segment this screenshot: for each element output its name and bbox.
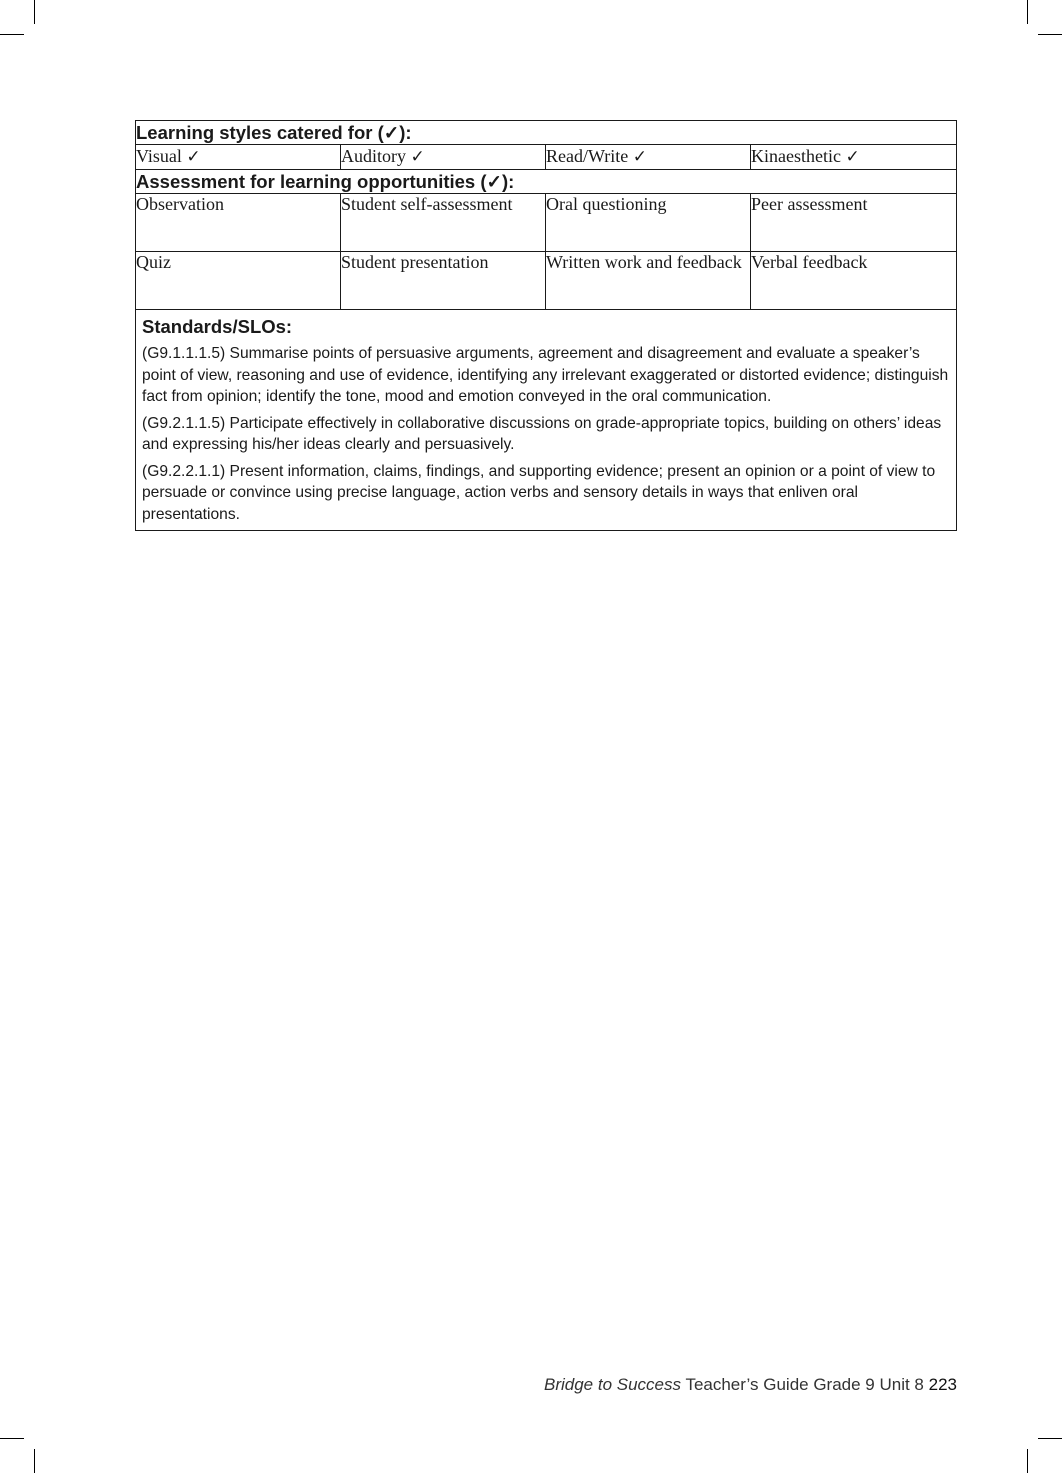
assessment-cell: Student presentation — [341, 252, 546, 310]
check-icon: ✓ — [632, 147, 647, 167]
book-title: Bridge to Success — [544, 1375, 682, 1394]
learning-styles-heading: Learning styles catered for (✓): — [136, 121, 957, 145]
page-number: 223 — [928, 1375, 957, 1394]
assessment-row — [136, 194, 957, 252]
crop-mark — [1027, 1449, 1028, 1473]
assessment-cell: Peer assessment — [751, 194, 957, 252]
assessment-cell: Student self-assessment — [341, 194, 546, 252]
standard-item: (G9.2.1.1.5) Participate effectively in collaborative discussions on grade-appropriate topics, building on others’ ideas and expressing his/her ideas clearly and persuasively. — [142, 414, 942, 453]
style-read-write — [546, 145, 751, 170]
style-label: Auditory — [341, 146, 406, 166]
crop-mark — [1027, 0, 1028, 24]
crop-mark — [34, 0, 35, 24]
assessment-cell: Observation — [136, 194, 341, 252]
style-kinaesthetic — [751, 145, 957, 170]
page-footer — [544, 1375, 957, 1395]
crop-mark — [0, 34, 24, 35]
style-visual — [136, 145, 341, 170]
standard-item: (G9.1.1.1.5) Summarise points of persuasive arguments, agreement and disagreement and evaluate a speaker’s point of view, reasoning and use of evidence, identifying any irrelevant exaggerated or distorted evidence; distinguish fact from opinion; identify the tone, mood and emotion conveyed in the oral communication. — [142, 345, 949, 405]
check-icon: ✓ — [186, 147, 201, 167]
crop-mark — [1038, 34, 1062, 35]
learning-styles-row — [136, 145, 957, 170]
style-label: Read/Write — [546, 146, 629, 166]
check-icon: ✓ — [845, 147, 860, 167]
crop-mark — [0, 1438, 24, 1439]
crop-mark — [1038, 1438, 1062, 1439]
style-label: Kinaesthetic — [751, 146, 841, 166]
assessment-row — [136, 252, 957, 310]
standard-item: (G9.2.2.1.1) Present information, claims, findings, and supporting evidence; present an opinion or a point of view to persuade or convince using precise language, action verbs and sensory details in ways that enliven oral presentations. — [142, 462, 936, 523]
style-auditory — [341, 145, 546, 170]
assessment-cell: Written work and feedback — [546, 252, 751, 310]
assessment-cell: Quiz — [136, 252, 341, 310]
lesson-plan-table — [135, 120, 957, 531]
assessment-heading: Assessment for learning opportunities (✓): — [136, 170, 957, 194]
assessment-cell: Oral questioning — [546, 194, 751, 252]
check-icon: ✓ — [410, 147, 425, 167]
standards-section — [136, 310, 957, 531]
standards-heading: Standards/SLOs: — [142, 316, 293, 337]
style-label: Visual — [136, 146, 182, 166]
crop-mark — [34, 1449, 35, 1473]
footer-subtitle: Teacher’s Guide Grade 9 Unit 8 — [685, 1375, 924, 1394]
assessment-cell: Verbal feedback — [751, 252, 957, 310]
